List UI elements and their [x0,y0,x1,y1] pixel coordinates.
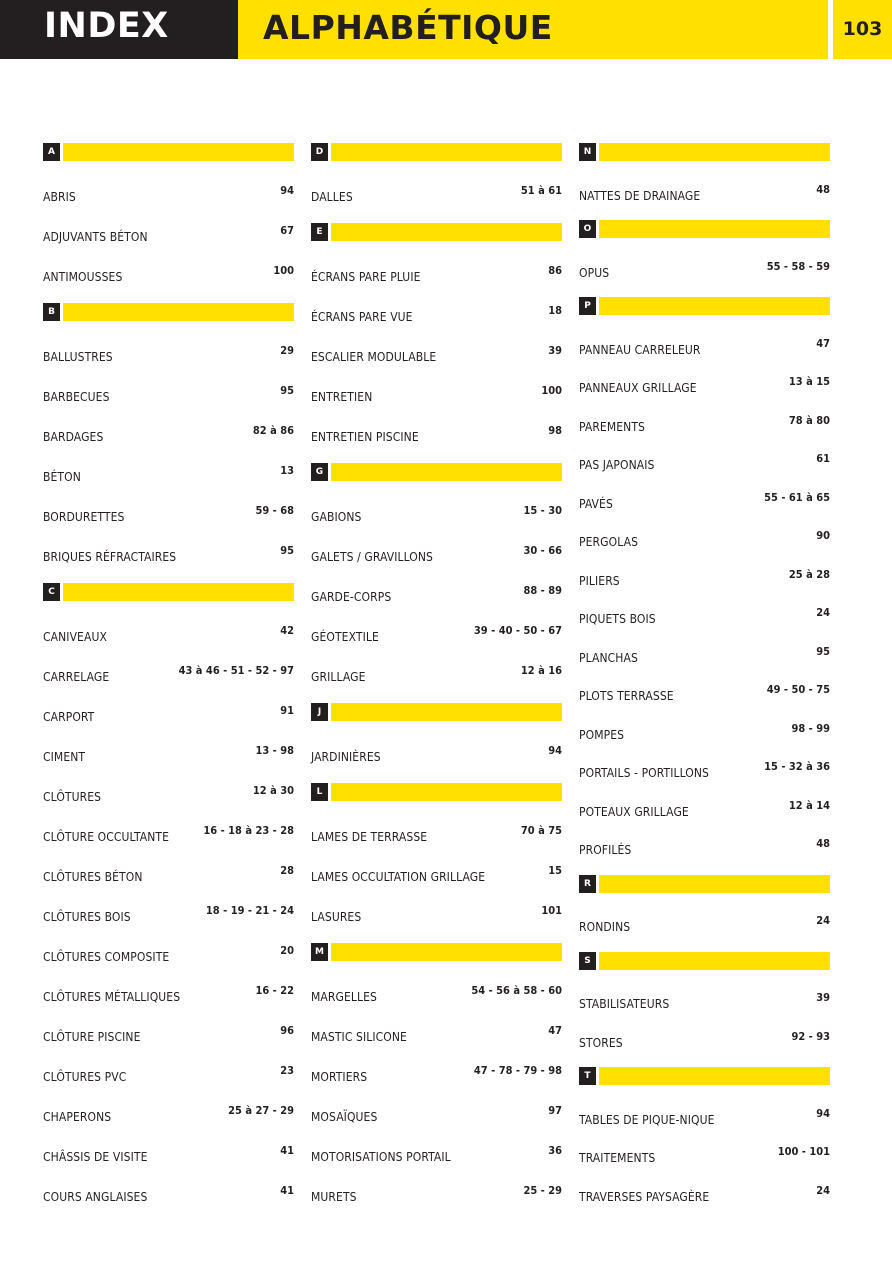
header-index-block [0,0,238,59]
entry-pages: 100 [541,384,562,397]
entry-name: PLOTS TERRASSE [579,689,674,703]
entry-pages: 94 [548,744,562,757]
section-header-e [311,223,562,241]
index-entry-clotures-bois [43,904,294,924]
entry-name: PIQUETS BOIS [579,612,656,626]
entry-name: ENTRETIEN PISCINE [311,430,419,444]
entry-name: CHÂSSIS DE VISITE [43,1150,148,1164]
entry-name: PERGOLAS [579,535,639,549]
entry-pages: 96 [280,1024,294,1037]
entry-name: STORES [579,1035,623,1050]
entry-name: BARDAGES [43,430,104,444]
index-entry-motorisations-portail [311,1144,562,1164]
entry-name: CLÔTURE PISCINE [43,1030,141,1044]
section-header-c [43,583,294,601]
index-entry-cloture-piscine [43,1024,294,1044]
entry-pages: 18 [548,304,562,317]
entry-pages: 36 [548,1144,562,1157]
entry-pages: 18 - 19 - 21 - 24 [205,904,294,917]
index-entry-beton [43,464,294,484]
index-entry-cloture-occultante [43,824,294,844]
section-bar [599,952,830,970]
entry-pages: 12 à 16 [520,664,562,677]
entry-pages: 97 [548,1104,562,1117]
index-entry-chaperons [43,1104,294,1124]
section-header-d [311,143,562,161]
index-entry-chassis-de-visite [43,1144,294,1164]
entry-pages: 88 - 89 [523,584,562,597]
entry-name: GARDE-CORPS [311,590,392,604]
entry-name: BALLUSTRES [43,350,113,364]
entry-name: TABLES DE PIQUE-NIQUE [579,1112,715,1127]
index-entry-mosaiques [311,1104,562,1124]
entry-name: ENTRETIEN [311,390,373,404]
entry-pages: 12 à 14 [788,798,830,812]
entry-pages: 20 [280,944,294,957]
entry-name: STABILISATEURS [579,997,670,1011]
entry-name: ABRIS [43,190,76,204]
entry-pages: 12 à 30 [252,784,294,797]
entry-name: NATTES DE DRAINAGE [579,188,701,203]
index-entry-geotextile [311,624,562,644]
index-entry-caniveaux [43,624,294,644]
entry-pages: 16 - 22 [255,984,294,997]
entry-name: PANNEAU CARRELEUR [579,342,701,357]
entry-pages: 47 [548,1024,562,1037]
index-entry-portails-portillons [579,760,830,780]
entry-name: MURETS [311,1190,357,1204]
entry-pages: 30 - 66 [523,544,562,557]
entry-name: COURS ANGLAISES [43,1190,148,1204]
entry-name: PAREMENTS [579,419,646,434]
entry-name: CHAPERONS [43,1110,112,1124]
entry-name: PAVÉS [579,496,613,511]
section-letter: R [579,875,596,893]
index-entry-clotures-beton [43,864,294,884]
entry-name: CIMENT [43,750,86,764]
index-entry-panneau-carreleur [579,337,830,357]
section-letter: B [43,303,60,321]
entry-pages: 13 [280,464,294,477]
section-header-a [43,143,294,161]
entry-pages: 41 [280,1144,294,1157]
entry-pages: 92 - 93 [791,1029,830,1043]
entry-name: PANNEAUX GRILLAGE [579,381,697,395]
index-entry-clotures-pvc [43,1064,294,1084]
header-title-alphabetique: ALPHABÉTIQUE [263,8,553,47]
index-entry-clotures-composite [43,944,294,964]
entry-name: ADJUVANTS BÉTON [43,230,148,244]
section-letter: N [579,143,596,161]
index-entry-clotures-metalliques [43,984,294,1004]
entry-pages: 39 [816,991,830,1004]
entry-pages: 15 - 32 à 36 [764,760,830,773]
entry-pages: 48 [816,182,830,196]
index-entry-entretien-piscine [311,424,562,444]
section-header-s [579,952,830,970]
page-number: 103 [842,18,883,40]
entry-name: BORDURETTES [43,510,125,524]
index-entry-abris [43,184,294,204]
section-letter: A [43,143,60,161]
entry-pages: 25 à 27 - 29 [228,1104,294,1117]
entry-pages: 100 - 101 [777,1145,830,1158]
entry-name: PAS JAPONAIS [579,458,655,472]
entry-name: MASTIC SILICONE [311,1030,407,1044]
entry-name: CARPORT [43,710,95,724]
entry-pages: 16 - 18 à 23 - 28 [203,824,294,837]
index-entry-piliers [579,568,830,588]
entry-name: ESCALIER MODULABLE [311,350,437,364]
section-bar [599,1067,830,1085]
section-header-m [311,943,562,961]
section-bar [599,297,830,315]
entry-pages: 47 [816,336,830,350]
index-entry-garde-corps [311,584,562,604]
entry-pages: 13 - 98 [255,744,294,757]
entry-pages: 24 [816,914,830,927]
section-bar [63,303,294,321]
entry-pages: 48 [816,837,830,850]
index-entry-cours-anglaises [43,1184,294,1204]
index-entry-piquets-bois [579,606,830,626]
entry-pages: 29 [280,344,294,357]
index-entry-traitements [579,1145,830,1165]
entry-name: CLÔTURE OCCULTANTE [43,830,170,844]
index-entry-jardinieres [311,744,562,764]
index-entry-pas-japonais [579,452,830,472]
index-entry-entretien [311,384,562,404]
section-letter: C [43,583,60,601]
index-entry-poteaux-grillage [579,799,830,819]
entry-name: POMPES [579,727,625,742]
section-letter: S [579,952,596,970]
entry-pages: 95 [816,644,830,658]
entry-name: BRIQUES RÉFRACTAIRES [43,550,177,564]
entry-name: CLÔTURES PVC [43,1070,127,1084]
section-bar [331,143,562,161]
entry-name: MORTIERS [311,1070,368,1084]
entry-name: GALETS / GRAVILLONS [311,550,434,564]
index-entry-carrelage [43,664,294,684]
entry-pages: 70 à 75 [520,824,562,837]
index-entry-adjuvants-beton [43,224,294,244]
section-bar [599,875,830,893]
entry-name: RONDINS [579,920,631,934]
entry-pages: 98 [548,424,562,437]
section-header-g [311,463,562,481]
section-letter: T [579,1067,596,1085]
section-letter: J [311,703,328,721]
index-entry-pergolas [579,529,830,549]
entry-name: DALLES [311,190,353,204]
entry-name: BARBECUES [43,390,110,404]
entry-name: CLÔTURES COMPOSITE [43,950,170,964]
entry-pages: 39 - 40 - 50 - 67 [473,624,562,637]
entry-pages: 59 - 68 [255,504,294,517]
section-bar [331,463,562,481]
entry-name: CANIVEAUX [43,630,107,644]
entry-name: LAMES OCCULTATION GRILLAGE [311,870,486,884]
index-entry-lames-de-terrasse [311,824,562,844]
entry-pages: 100 [273,264,294,277]
section-bar [599,220,830,238]
index-entry-stores [579,1030,830,1050]
section-header-r [579,875,830,893]
entry-name: LAMES DE TERRASSE [311,830,428,844]
index-entry-galets-gravillons [311,544,562,564]
section-header-n [579,143,830,161]
index-entry-tables-de-pique-nique [579,1107,830,1127]
entry-name: POTEAUX GRILLAGE [579,804,689,819]
entry-pages: 47 - 78 - 79 - 98 [473,1064,562,1077]
entry-name: OPUS [579,265,610,280]
entry-name: TRAVERSES PAYSAGÈRE [579,1189,710,1204]
section-letter: D [311,143,328,161]
entry-pages: 49 - 50 - 75 [766,683,830,696]
entry-pages: 95 [280,544,294,557]
entry-name: GRILLAGE [311,670,366,684]
entry-pages: 91 [280,704,294,717]
entry-pages: 39 [548,344,562,357]
entry-pages: 78 à 80 [788,413,830,427]
index-entry-barbecues [43,384,294,404]
entry-pages: 23 [280,1064,294,1077]
entry-pages: 61 [816,452,830,465]
entry-pages: 82 à 86 [252,424,294,437]
section-header-p [579,297,830,315]
section-bar [599,143,830,161]
entry-pages: 25 à 28 [788,567,830,581]
entry-pages: 25 - 29 [523,1184,562,1197]
entry-pages: 95 [280,384,294,397]
entry-name: ÉCRANS PARE VUE [311,310,413,324]
section-letter: L [311,783,328,801]
entry-name: GABIONS [311,510,362,524]
section-bar [63,143,294,161]
section-header-l [311,783,562,801]
section-letter: P [579,297,596,315]
entry-name: CARRELAGE [43,670,110,684]
index-entry-nattes-de-drainage [579,183,830,203]
index-entry-lasures [311,904,562,924]
entry-pages: 24 [816,1183,830,1197]
index-entry-bardages [43,424,294,444]
section-letter: E [311,223,328,241]
section-header-j [311,703,562,721]
entry-pages: 94 [280,184,294,197]
entry-name: LASURES [311,910,362,924]
entry-name: MARGELLES [311,990,377,1004]
entry-pages: 54 - 56 à 58 - 60 [471,984,562,997]
entry-name: MOSAÏQUES [311,1110,378,1124]
entry-name: BÉTON [43,470,81,484]
index-entry-dalles [311,184,562,204]
entry-name: TRAITEMENTS [579,1151,656,1165]
section-bar [63,583,294,601]
index-entry-margelles [311,984,562,1004]
entry-pages: 28 [280,864,294,877]
index-entry-gabions [311,504,562,524]
entry-name: PROFILÉS [579,843,632,857]
entry-pages: 67 [280,224,294,237]
entry-name: CLÔTURES BÉTON [43,870,143,884]
header-alphabetique-block [238,0,828,59]
entry-name: MOTORISATIONS PORTAIL [311,1150,451,1164]
index-entry-parements [579,414,830,434]
index-entry-panneaux-grillage [579,375,830,395]
entry-name: ANTIMOUSSES [43,270,123,284]
index-entry-ciment [43,744,294,764]
index-entry-escalier-modulable [311,344,562,364]
index-entry-ballustres [43,344,294,364]
index-entry-ecrans-pare-pluie [311,264,562,284]
index-entry-opus [579,260,830,280]
entry-name: CLÔTURES MÉTALLIQUES [43,990,181,1004]
entry-name: GÉOTEXTILE [311,630,379,644]
index-entry-pompes [579,722,830,742]
entry-pages: 101 [541,904,562,917]
entry-name: PORTAILS - PORTILLONS [579,766,710,780]
entry-pages: 13 à 15 [788,375,830,388]
section-header-t [579,1067,830,1085]
index-entry-bordurettes [43,504,294,524]
section-bar [331,703,562,721]
index-entry-paves [579,491,830,511]
entry-pages: 98 - 99 [791,721,830,735]
index-entry-rondins [579,914,830,934]
entry-name: PLANCHAS [579,650,638,665]
section-header-o [579,220,830,238]
entry-name: JARDINIÈRES [311,750,381,764]
index-entry-profiles [579,837,830,857]
index-entry-stabilisateurs [579,991,830,1011]
entry-name: CLÔTURES BOIS [43,910,131,924]
index-entry-plots-terrasse [579,683,830,703]
index-entry-lames-occultation-grillage [311,864,562,884]
header-title-index: INDEX [44,6,169,46]
entry-pages: 42 [280,624,294,637]
section-letter: O [579,220,596,238]
index-entry-carport [43,704,294,724]
entry-pages: 41 [280,1184,294,1197]
index-entry-briques-refractaires [43,544,294,564]
entry-name: ÉCRANS PARE PLUIE [311,270,421,284]
section-letter: G [311,463,328,481]
index-entry-mortiers [311,1064,562,1084]
entry-pages: 51 à 61 [520,184,562,197]
index-entry-murets [311,1184,562,1204]
entry-pages: 24 [816,606,830,619]
entry-pages: 90 [816,529,830,542]
page-number-block [833,0,892,59]
index-entry-clotures [43,784,294,804]
entry-pages: 15 - 30 [523,504,562,517]
index-entry-mastic-silicone [311,1024,562,1044]
index-entry-traverses-paysagere [579,1184,830,1204]
entry-pages: 55 - 61 à 65 [764,490,830,504]
entry-pages: 94 [816,1106,830,1120]
index-entry-planchas [579,645,830,665]
entry-name: PILIERS [579,573,620,588]
section-header-b [43,303,294,321]
entry-pages: 43 à 46 - 51 - 52 - 97 [178,664,294,677]
index-entry-grillage [311,664,562,684]
index-entry-antimousses [43,264,294,284]
entry-pages: 55 - 58 - 59 [766,259,830,273]
section-bar [331,223,562,241]
entry-name: CLÔTURES [43,790,102,804]
entry-pages: 86 [548,264,562,277]
section-bar [331,943,562,961]
index-entry-ecrans-pare-vue [311,304,562,324]
section-bar [331,783,562,801]
entry-pages: 15 [548,864,562,877]
section-letter: M [311,943,328,961]
